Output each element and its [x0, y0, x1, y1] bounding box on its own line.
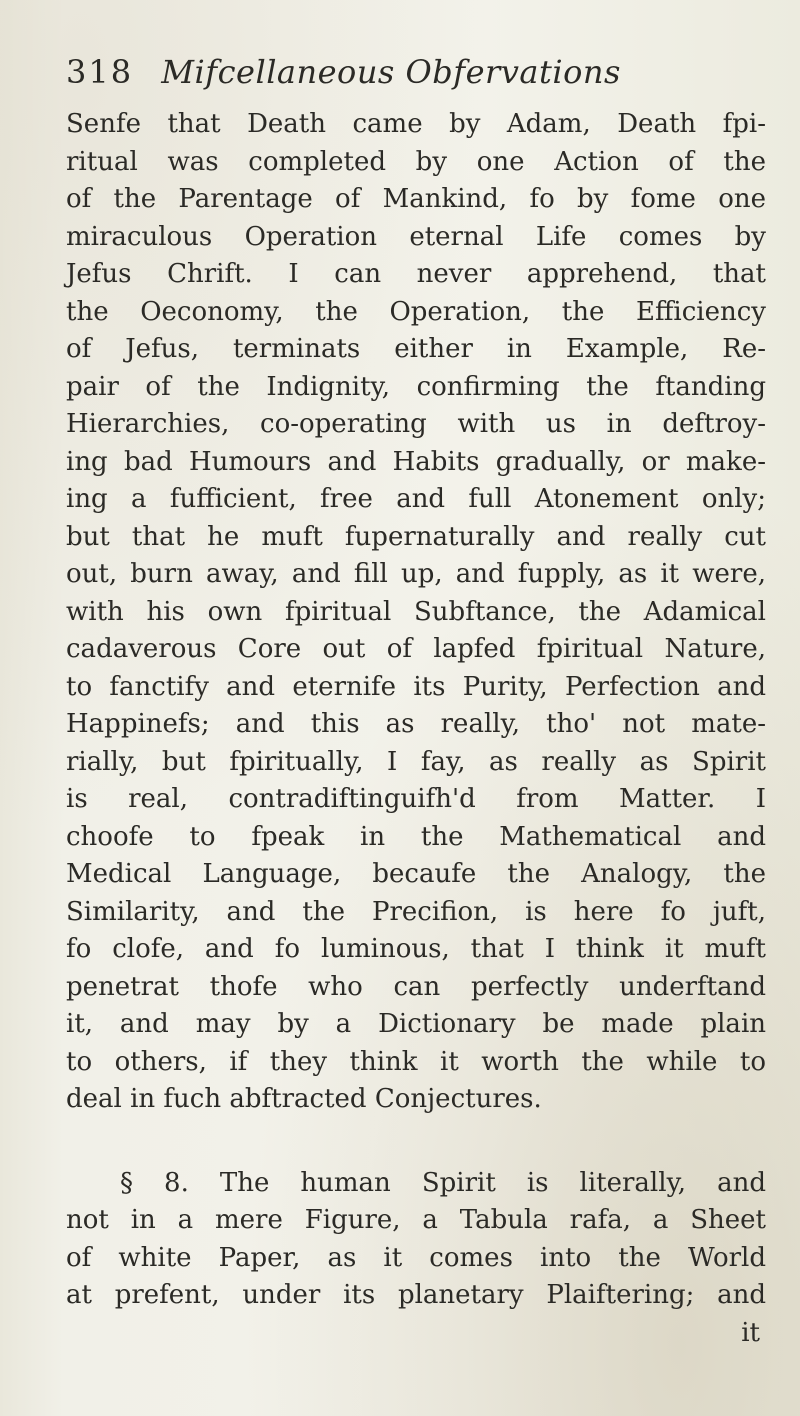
text-line: cadaverous Core out of lapfed fpiritual Nature,: [66, 634, 766, 664]
text-line: fo clofe, and fo luminous, that I think it muft: [66, 934, 766, 964]
text-line: Senfe that Death came by Adam, Death fpi-: [66, 109, 766, 139]
page-header: [66, 52, 621, 92]
text-line: the Oeconomy, the Operation, the Efficiency: [66, 296, 766, 327]
text-line: of Jefus, terminats either in Example, Re-: [66, 334, 766, 364]
text-line: out, burn away, and fill up, and fupply, as it were,: [66, 559, 766, 589]
text-line: Hierarchies, co-operating with us in deftroy-: [66, 409, 766, 439]
running-head: Mifcellaneous Obfervations: [161, 53, 621, 91]
text-line: deal in fuch abftracted Conjectures.: [66, 1084, 542, 1114]
text-line: at prefent, under its planetary Plaiftering; and: [66, 1280, 766, 1310]
text-line: Happinefs; and this as really, tho' not mate-: [66, 709, 766, 739]
text-line: to fanctify and eternife its Purity, Perfection and: [66, 671, 766, 702]
text-line: Medical Language, becaufe the Analogy, the: [66, 859, 766, 889]
paragraph-2: [66, 1165, 766, 1353]
text-line: Similarity, and the Precifion, is here fo juft,: [66, 896, 766, 927]
text-line: ritual was completed by one Action of the: [66, 146, 766, 177]
text-line: choofe to fpeak in the Mathematical and: [66, 821, 766, 852]
text-line: ing a fufficient, free and full Atonement only;: [66, 484, 766, 514]
page-number: 318: [66, 53, 134, 91]
paragraph-1: [66, 106, 766, 1119]
text-line: § 8. The human Spirit is literally, and: [120, 1167, 766, 1198]
text-line: of the Parentage of Mankind, fo by fome one: [66, 184, 766, 214]
text-line: rially, but fpiritually, I fay, as really as Spirit: [66, 746, 766, 777]
catchword: it: [741, 1317, 760, 1348]
text-line: penetrat thofe who can perfectly underftand: [66, 971, 766, 1002]
text-line: with his own fpiritual Subftance, the Adamical: [66, 596, 766, 627]
text-line: to others, if they think it worth the while to: [66, 1046, 766, 1077]
text-line: it, and may by a Dictionary be made plain: [66, 1009, 766, 1039]
body-text: [66, 106, 766, 1352]
text-line: ing bad Humours and Habits gradually, or make-: [66, 446, 766, 477]
text-line: miraculous Operation eternal Life comes by: [66, 221, 766, 252]
text-line: Jefus Chrift. I can never apprehend, that: [66, 259, 766, 289]
text-line: but that he muft fupernaturally and really cut: [66, 521, 766, 552]
paragraph-gap: [66, 1119, 766, 1165]
text-line: is real, contradiftinguifh'd from Matter. I: [66, 784, 766, 814]
text-line: pair of the Indignity, confirming the ftanding: [66, 371, 766, 402]
text-line: of white Paper, as it comes into the World: [66, 1242, 766, 1273]
text-line: not in a mere Figure, a Tabula rafa, a Sheet: [66, 1205, 766, 1235]
